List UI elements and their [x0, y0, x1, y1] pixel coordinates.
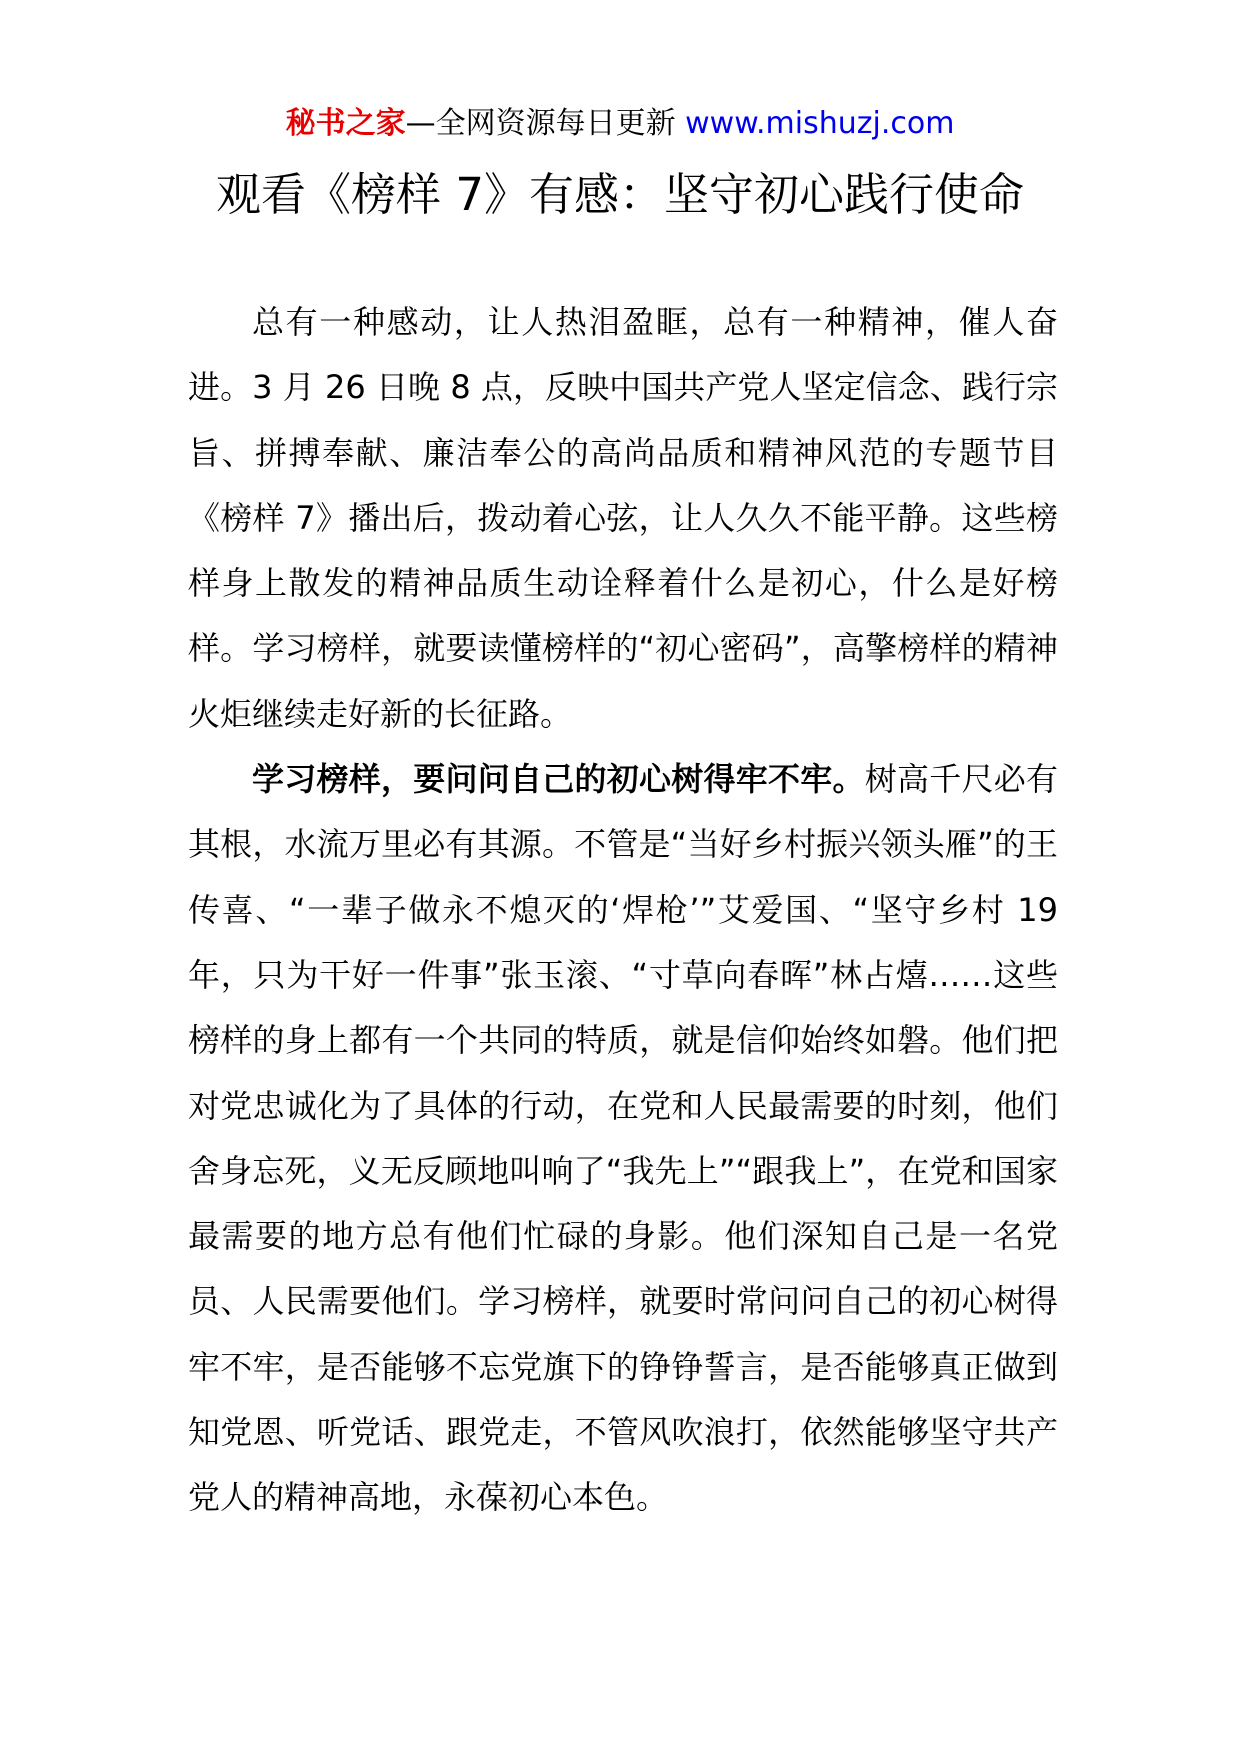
site-brand: 秘书之家 [285, 106, 406, 141]
site-tagline: —全网资源每日更新 [405, 106, 676, 141]
document-title: 观看《榜样 7》有感：坚守初心践行使命 [216, 168, 1024, 221]
paragraph-section-1 [188, 747, 1058, 1531]
site-url-link[interactable]: www.mishuzj.com [685, 106, 955, 141]
paragraph-text: 总有一种感动，让人热泪盈眶，总有一种精神，催人奋进。3 月 26 日晚 8 点，反映中国共产党人坚定信念、践行宗旨、拼搏奉献、廉洁奉公的高尚品质和精神风范的专题节目《榜样 7》播出后，拨动着心弦，让人久久不能平静。这些榜样身上散发的精神品质生动诠释着什么是初心，什么是好榜样。学习榜样，就要读懂榜样的“初心密码”，高擎榜样的精神火炬继续走好新的长征路。 [188, 303, 1058, 733]
document-body [188, 290, 1058, 1531]
paragraph-lead: 学习榜样，要问问自己的初心树得牢不牢。 [252, 760, 865, 799]
paragraph-intro [188, 290, 1058, 747]
paragraph-text: 树高千尺必有其根，水流万里必有其源。不管是“当好乡村振兴领头雁”的王传喜、“一辈子做永不熄灭的‘焊枪’”艾爱国、“坚守乡村 19 年，只为干好一件事”张玉滚、“寸草向春晖”林占熺……这些榜样的身上都有一个共同的特质，就是信仰始终如磐。他们把对党忠诚化为了具体的行动，在党和人民最需要的时刻，他们舍身忘死，义无反顾地叫响了“我先上”“跟我上”，在党和国家最需要的地方总有他们忙碌的身影。他们深知自己是一名党员、人民需要他们。学习榜样，就要时常问问自己的初心树得牢不牢，是否能够不忘党旗下的铮铮誓言，是否能够真正做到知党恩、听党话、跟党走，不管风吹浪打，依然能够坚守共产党人的精神高地，永葆初心本色。 [188, 760, 1058, 1517]
site-header [0, 102, 1240, 146]
